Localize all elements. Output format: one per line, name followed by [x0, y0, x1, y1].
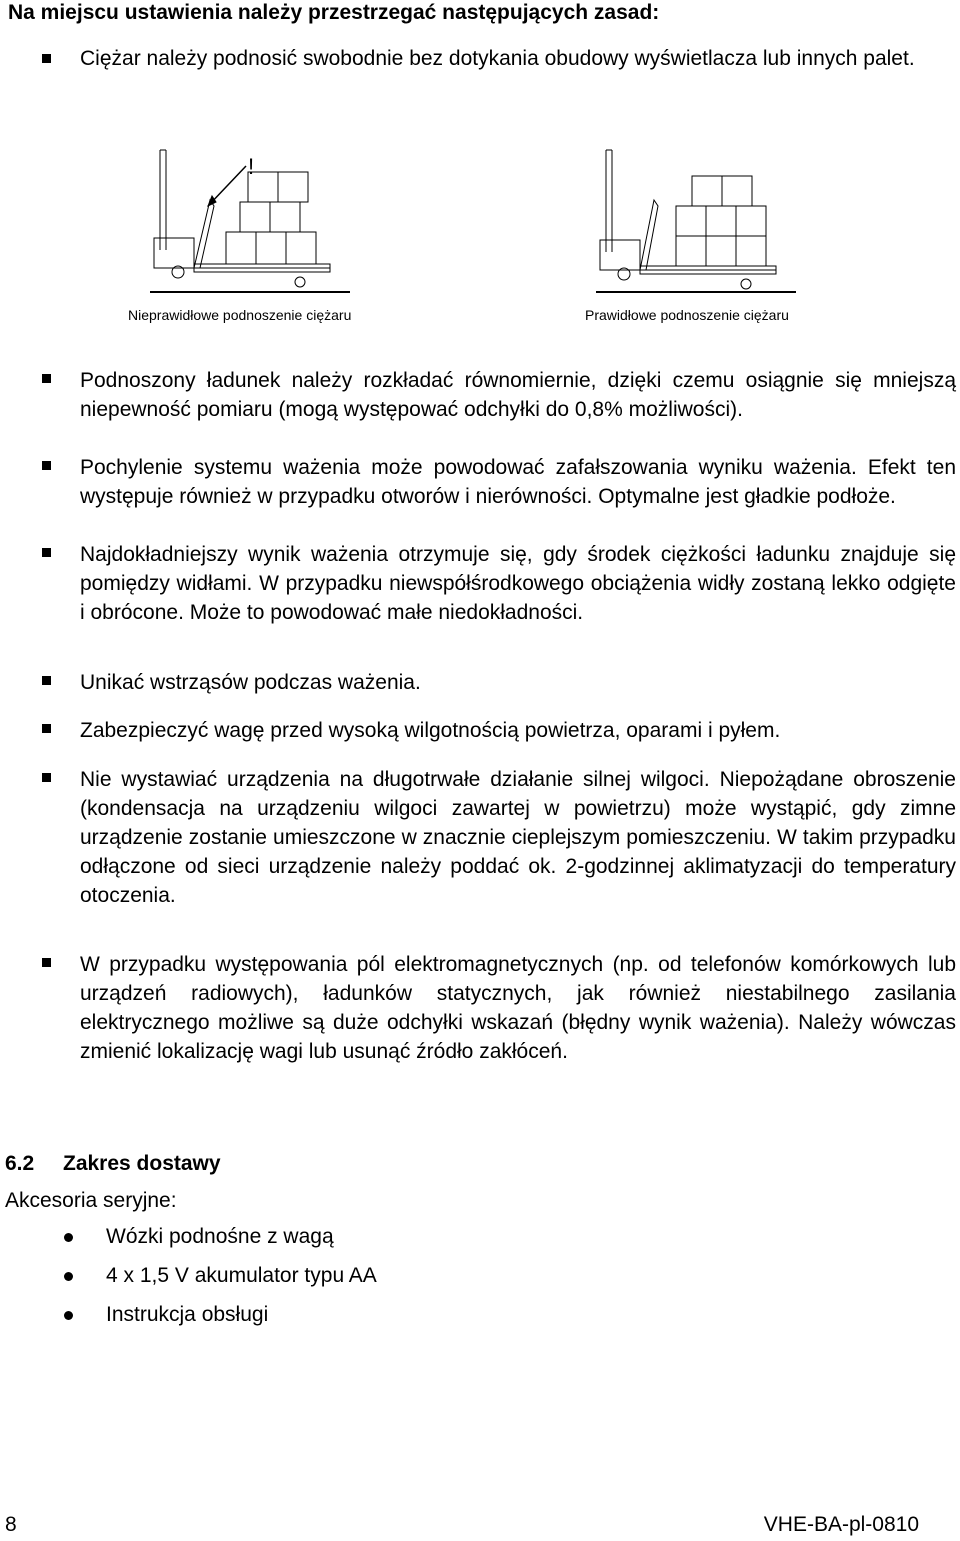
- figure-wrong-lifting: [128, 140, 352, 323]
- list-item-text: Wózki podnośne z wagą: [106, 1225, 334, 1248]
- square-bullet-icon: [42, 54, 51, 63]
- pallet-truck-wrong-illustration: [150, 140, 350, 300]
- warning-mark: !: [248, 154, 255, 179]
- section-title-text: Zakres dostawy: [63, 1152, 221, 1175]
- document-code: VHE-BA-pl-0810: [763, 1513, 919, 1536]
- rule-text: Unikać wstrząsów podczas ważenia.: [80, 671, 421, 694]
- round-bullet-icon: [64, 1233, 73, 1242]
- square-bullet-icon: [42, 461, 51, 470]
- pallet-truck-correct-illustration: [596, 140, 796, 300]
- rule-text: Nie wystawiać urządzenia na długotrwałe działanie silnej wilgoci. Niepożądane obroszenie (kondensacja na urządzeniu wilgoci zawartej w powietrzu) może wystąpić, gdy zimne urządzenie zostanie umieszczone w znacznie cieplejszym pomieszczeniu. W takim przypadku odłączone od sieci urządzenie należy poddać ok. 2-godzinnej aklimatyzacji do temperatury otoczenia.: [80, 768, 956, 907]
- caption-correct-lifting: Prawidłowe podnoszenie ciężaru: [585, 307, 789, 323]
- accessories-label: Akcesoria seryjne:: [5, 1189, 177, 1212]
- square-bullet-icon: [42, 724, 51, 733]
- rule-text: Najdokładniejszy wynik ważenia otrzymuje się, gdy środek ciężkości ładunku znajduje się pomiędzy widłami. W przypadku niewspółśrodkowego obciążenia widły zostaną lekko odgięte i obrócone. Może to powodować małe niedokładności.: [80, 543, 956, 624]
- list-item-text: Instrukcja obsługi: [106, 1303, 269, 1326]
- section-title: [5, 1150, 221, 1178]
- square-bullet-icon: [42, 958, 51, 967]
- square-bullet-icon: [42, 676, 51, 685]
- rule-text: W przypadku występowania pól elektromagnetycznych (np. od telefonów komórkowych lub urządzeń radiowych), ładunków statycznych, jak również niestabilnego zasilania elektrycznego możliwe są duże odchyłki wskazań (błędny wynik ważenia). Należy wówczas zmienić lokalizację wagi lub usunąć źródło zakłóceń.: [80, 953, 956, 1063]
- round-bullet-icon: [64, 1272, 73, 1281]
- figure-correct-lifting: [585, 140, 796, 323]
- round-bullet-icon: [64, 1311, 73, 1320]
- section-number: 6.2: [5, 1152, 35, 1175]
- rule-text: Zabezpieczyć wagę przed wysoką wilgotnością powietrza, oparami i pyłem.: [80, 719, 781, 742]
- rule-text: Ciężar należy podnosić swobodnie bez dotykania obudowy wyświetlacza lub innych palet.: [80, 47, 915, 70]
- page-number: 8: [5, 1513, 17, 1536]
- square-bullet-icon: [42, 374, 51, 383]
- square-bullet-icon: [42, 773, 51, 782]
- rule-text: Pochylenie systemu ważenia może powodować zafałszowania wyniku ważenia. Efekt ten występuje również w przypadku otworów i nierówności. Optymalne jest gładkie podłoże.: [80, 456, 956, 508]
- page-heading: Na miejscu ustawienia należy przestrzegać następujących zasad:: [8, 1, 660, 24]
- list-item-text: 4 x 1,5 V akumulator typu AA: [106, 1264, 377, 1287]
- rule-text: Podnoszony ładunek należy rozkładać równomiernie, dzięki czemu osiągnie się mniejszą niepewność pomiaru (mogą występować odchyłki do 0,8% możliwości).: [80, 369, 956, 421]
- caption-wrong-lifting: Nieprawidłowe podnoszenie ciężaru: [128, 307, 352, 323]
- square-bullet-icon: [42, 548, 51, 557]
